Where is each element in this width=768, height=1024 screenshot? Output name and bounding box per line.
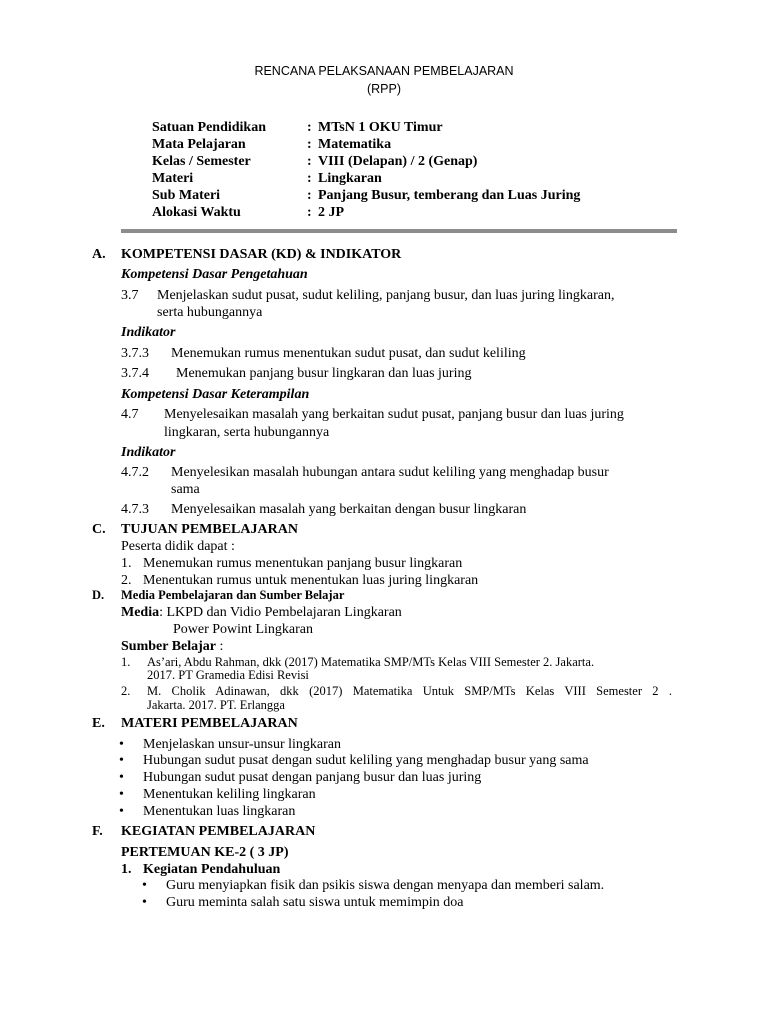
identity-value: MTsN 1 OKU Timur	[318, 120, 443, 135]
section-f-heading: KEGIATAN PEMBELAJARAN	[121, 824, 316, 839]
list-item: • Hubungan sudut pusat dengan sudut keliling yang menghadap busur yang sama	[143, 752, 589, 769]
section-a-heading: KOMPETENSI DASAR (KD) & INDIKATOR	[121, 247, 402, 262]
sumber-colon: :	[216, 639, 224, 654]
reference-number: 2.	[121, 684, 131, 698]
identity-separator: :	[307, 171, 312, 186]
indikator-number: 4.7.3	[121, 502, 149, 517]
kd-text: Menjelaskan sudut pusat, sudut keliling, panjang busur, dan luas juring lingkaran,	[157, 288, 615, 303]
kd-text: Menyelesaikan masalah yang berkaitan sudut pusat, panjang busur dan luas juring	[164, 407, 624, 422]
document-title: RENCANA PELAKSANAAN PEMBELAJARAN	[254, 64, 514, 78]
identity-label: Mata Pelajaran	[152, 137, 246, 152]
meeting-title: PERTEMUAN KE-2 ( 3 JP)	[121, 845, 289, 860]
identity-value: 2 JP	[318, 205, 345, 220]
sumber-line	[121, 638, 223, 655]
indikator-text: Menemukan panjang busur lingkaran dan luas juring	[176, 366, 472, 381]
sumber-label: Sumber Belajar	[121, 639, 217, 654]
section-d-heading: Media Pembelajaran dan Sumber Belajar	[121, 588, 345, 602]
list-item: • Menentukan luas lingkaran	[143, 803, 295, 820]
identity-separator: :	[307, 137, 312, 152]
list-item: • Hubungan sudut pusat dengan panjang busur dan luas juring	[143, 769, 481, 786]
section-a-letter: A.	[92, 247, 106, 262]
section-d-letter: D.	[92, 588, 105, 602]
kd-keterampilan-title: Kompetensi Dasar Keterampilan	[121, 387, 310, 402]
indikator-title: Indikator	[121, 325, 176, 340]
step-title: Kegiatan Pendahuluan	[143, 862, 281, 877]
media-text: : LKPD dan Vidio Pembelajaran Lingkaran	[159, 605, 402, 620]
identity-separator: :	[307, 188, 312, 203]
reference-text: As’ari, Abdu Rahman, dkk (2017) Matematika SMP/MTs Kelas VIII Semester 2. Jakarta.	[147, 655, 595, 669]
identity-separator: :	[307, 120, 312, 135]
reference-text: 2017. PT Gramedia Edisi Revisi	[147, 668, 309, 682]
identity-label: Materi	[152, 171, 194, 186]
section-e-heading: MATERI PEMBELAJARAN	[121, 716, 298, 731]
section-c-letter: C.	[92, 522, 106, 537]
tujuan-number: 2.	[121, 573, 132, 588]
step-number: 1.	[121, 862, 132, 877]
section-f-letter: F.	[92, 824, 103, 839]
list-item: • Guru meminta salah satu siswa untuk memimpin doa	[166, 894, 463, 911]
kd-number: 4.7	[121, 407, 139, 422]
section-e-letter: E.	[92, 716, 105, 731]
kd-text: serta hubungannya	[157, 305, 263, 320]
indikator-text: sama	[171, 482, 200, 497]
identity-value: VIII (Delapan) / 2 (Genap)	[318, 154, 478, 169]
identity-label: Satuan Pendidikan	[152, 120, 266, 135]
indikator-number: 3.7.3	[121, 346, 149, 361]
reference-text: Jakarta. 2017. PT. Erlangga	[147, 698, 285, 712]
list-item: • Menentukan keliling lingkaran	[143, 786, 316, 803]
indikator-title: Indikator	[121, 445, 176, 460]
identity-separator: :	[307, 205, 312, 220]
identity-value: Matematika	[318, 137, 392, 152]
list-item: • Guru menyiapkan fisik dan psikis siswa dengan menyapa dan memberi salam.	[166, 877, 604, 894]
indikator-number: 4.7.2	[121, 465, 149, 480]
indikator-number: 3.7.4	[121, 366, 149, 381]
kd-text: lingkaran, serta hubungannya	[164, 425, 330, 440]
media-label: Media	[121, 605, 160, 620]
tujuan-text: Menemukan rumus menentukan panjang busur lingkaran	[143, 556, 463, 571]
reference-number: 1.	[121, 655, 131, 669]
identity-value: Panjang Busur, temberang dan Luas Juring	[318, 188, 581, 203]
tujuan-number: 1.	[121, 556, 132, 571]
header-divider	[121, 229, 677, 233]
indikator-text: Menyelesaikan masalah yang berkaitan dengan busur lingkaran	[171, 502, 527, 517]
reference-text: M. Cholik Adinawan, dkk (2017) Matematika Untuk SMP/MTs Kelas VIII Semester 2 .	[147, 684, 672, 698]
section-c-heading: TUJUAN PEMBELAJARAN	[121, 522, 298, 537]
indikator-text: Menyelesikan masalah hubungan antara sudut keliling yang menghadap busur	[171, 465, 609, 480]
identity-label: Alokasi Waktu	[152, 205, 241, 220]
identity-separator: :	[307, 154, 312, 169]
identity-value: Lingkaran	[318, 171, 382, 186]
media-text: Power Powint Lingkaran	[173, 622, 313, 637]
indikator-text: Menemukan rumus menentukan sudut pusat, dan sudut keliling	[171, 346, 526, 361]
list-item: • Menjelaskan unsur-unsur lingkaran	[143, 736, 341, 753]
identity-label: Sub Materi	[152, 188, 221, 203]
kd-number: 3.7	[121, 288, 139, 303]
tujuan-text: Menentukan rumus untuk menentukan luas juring lingkaran	[143, 573, 479, 588]
identity-label: Kelas / Semester	[152, 154, 251, 169]
document-title-abbr: (RPP)	[366, 82, 402, 96]
kd-pengetahuan-title: Kompetensi Dasar Pengetahuan	[121, 267, 308, 282]
tujuan-intro: Peserta didik dapat :	[121, 539, 235, 554]
media-line	[121, 604, 402, 621]
